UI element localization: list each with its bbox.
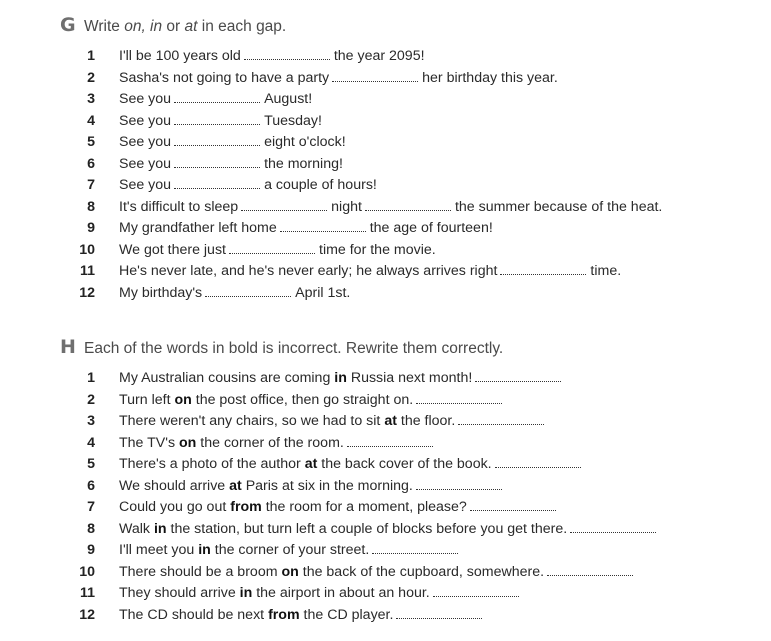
answer-gap[interactable]	[365, 210, 451, 211]
item-text-part: a couple of hours!	[264, 177, 377, 193]
item-number: 4	[87, 434, 95, 451]
exercise-item	[0, 368, 771, 390]
exercise-item	[0, 411, 771, 433]
item-text-part: My birthday's	[119, 284, 203, 301]
item-text-part: her birthday this year.	[422, 69, 558, 86]
answer-gap[interactable]	[241, 210, 327, 211]
exercise-item	[0, 46, 771, 68]
item-text-after: Paris at six in the morning.	[241, 477, 413, 494]
answer-gap[interactable]	[416, 489, 502, 490]
item-text-after: the room for a moment, please?	[261, 499, 467, 515]
item-number: 10	[79, 563, 95, 580]
item-number: 11	[80, 263, 95, 279]
item-text-part: We got there just	[119, 241, 226, 258]
item-text-before: There weren't any chairs, so we had to sit	[119, 413, 385, 429]
item-text-after: the corner of the room.	[196, 434, 344, 451]
item-text-after: the station, but turn left a couple of blocks before you get there.	[166, 520, 568, 537]
incorrect-word: in	[198, 542, 211, 558]
exercise-item	[0, 540, 771, 562]
incorrect-word: on	[174, 391, 192, 408]
incorrect-word: from	[230, 499, 262, 515]
item-number: 12	[79, 284, 95, 301]
answer-gap[interactable]	[396, 618, 482, 619]
answer-gap[interactable]	[280, 231, 366, 232]
item-text-part: See you	[119, 155, 172, 172]
item-text-after: the back cover of the book.	[317, 456, 492, 472]
item-text	[119, 283, 350, 305]
item-number: 4	[87, 112, 95, 129]
item-text	[119, 562, 637, 584]
item-text	[119, 497, 560, 519]
item-text	[119, 240, 436, 262]
answer-gap[interactable]	[174, 167, 260, 168]
exercise-item	[0, 175, 771, 197]
answer-gap[interactable]	[174, 102, 260, 103]
answer-gap[interactable]	[372, 553, 458, 554]
item-text-before: Could you go out	[119, 499, 231, 515]
item-text-part: eight o'clock!	[264, 134, 346, 150]
item-text-part: the age of fourteen!	[369, 220, 493, 236]
answer-gap[interactable]	[458, 424, 544, 425]
answer-gap[interactable]	[174, 124, 260, 125]
item-text	[119, 411, 548, 433]
item-text-before: The TV's	[119, 434, 180, 451]
item-text-part: April 1st.	[295, 284, 351, 301]
answer-gap[interactable]	[332, 81, 418, 82]
answer-gap[interactable]	[500, 274, 586, 275]
item-text-part: See you	[119, 177, 172, 193]
incorrect-word: in	[334, 370, 347, 386]
exercise-h-heading	[60, 336, 503, 358]
exercise-item	[0, 240, 771, 262]
item-text	[119, 132, 346, 154]
item-number: 2	[87, 391, 95, 408]
item-text	[119, 89, 312, 111]
exercise-item	[0, 261, 771, 283]
exercise-item	[0, 111, 771, 133]
answer-gap[interactable]	[174, 145, 260, 146]
item-text	[119, 390, 506, 412]
item-text-part: the morning!	[264, 155, 343, 172]
item-number: 8	[87, 520, 95, 537]
exercise-item	[0, 197, 771, 219]
item-text	[119, 46, 425, 68]
item-number: 3	[87, 91, 95, 107]
incorrect-word: at	[384, 413, 397, 429]
item-number: 2	[87, 69, 95, 86]
exercise-item	[0, 476, 771, 498]
item-text-after: the floor.	[396, 413, 456, 429]
exercise-g-heading	[60, 14, 286, 36]
exercise-item	[0, 562, 771, 584]
item-text-part: See you	[119, 112, 172, 129]
item-number: 7	[87, 499, 95, 515]
item-text	[119, 175, 377, 197]
item-text	[119, 519, 660, 541]
item-text-part: My grandfather left home	[119, 220, 277, 236]
answer-gap[interactable]	[416, 403, 502, 404]
item-number: 12	[79, 606, 95, 623]
item-number: 5	[87, 134, 95, 150]
exercise-item	[0, 433, 771, 455]
item-text-part: Sasha's not going to have a party	[119, 69, 330, 86]
item-text-part: See you	[119, 91, 172, 107]
exercise-item	[0, 283, 771, 305]
exercise-item	[0, 519, 771, 541]
item-text	[119, 540, 462, 562]
item-number: 10	[79, 241, 95, 258]
item-text-part: He's never late, and he's never early; he always arrives right	[119, 263, 498, 279]
answer-gap[interactable]	[475, 381, 561, 382]
item-text-part: the summer because of the heat.	[454, 198, 663, 215]
exercise-item	[0, 132, 771, 154]
item-text-before: They should arrive	[119, 585, 240, 601]
item-number: 5	[87, 456, 95, 472]
item-text	[119, 111, 322, 133]
item-text	[119, 368, 565, 390]
answer-gap[interactable]	[205, 296, 291, 297]
item-text-after: the CD player.	[299, 606, 394, 623]
item-number: 9	[87, 542, 95, 558]
item-text	[119, 261, 621, 283]
exercise-item	[0, 583, 771, 605]
item-text-part: It's difficult to sleep	[119, 198, 239, 215]
exercise-h-list	[0, 368, 771, 626]
exercise-letter: H	[60, 336, 76, 358]
answer-gap[interactable]	[570, 532, 656, 533]
item-text	[119, 433, 437, 455]
item-number: 1	[87, 48, 95, 64]
item-text-after: the post office, then go straight on.	[191, 391, 414, 408]
item-text-part: time for the movie.	[319, 241, 436, 258]
answer-gap[interactable]	[174, 188, 260, 189]
answer-gap[interactable]	[547, 575, 633, 576]
item-text	[119, 583, 523, 605]
item-number: 3	[87, 413, 95, 429]
exercise-g-list	[0, 46, 771, 304]
exercise-item	[0, 89, 771, 111]
item-text	[119, 68, 558, 90]
item-text-before: The CD should be next	[119, 606, 269, 623]
item-text	[119, 154, 343, 176]
answer-gap[interactable]	[470, 510, 556, 511]
item-text-part: Tuesday!	[264, 112, 322, 129]
incorrect-word: at	[304, 456, 318, 472]
incorrect-word: in	[239, 585, 253, 601]
exercise-letter: G	[60, 14, 76, 36]
item-text-after: the airport in about an hour.	[252, 585, 430, 601]
item-text-part: August!	[264, 91, 313, 107]
item-text	[119, 476, 506, 498]
exercise-item	[0, 605, 771, 627]
exercise-instruction: Each of the words in bold is incorrect. Rewrite them correctly.	[84, 340, 504, 357]
item-text	[119, 605, 486, 627]
incorrect-word: on	[281, 563, 299, 580]
item-text	[119, 454, 585, 476]
item-text-part: See you	[119, 134, 172, 150]
exercise-item	[0, 68, 771, 90]
item-text-before: There should be a broom	[119, 563, 282, 580]
exercise-item	[0, 154, 771, 176]
item-number: 11	[80, 585, 95, 601]
item-text-before: Walk	[119, 520, 154, 537]
incorrect-word: at	[229, 477, 242, 494]
item-number: 8	[87, 198, 95, 215]
incorrect-word: from	[268, 606, 300, 623]
item-text-before: We should arrive	[119, 477, 230, 494]
item-text	[119, 197, 662, 219]
item-text-before: My Australian cousins are coming	[119, 370, 335, 386]
item-text-part: I'll be 100 years old	[119, 48, 241, 64]
item-number: 9	[87, 220, 95, 236]
answer-gap[interactable]	[433, 596, 519, 597]
answer-gap[interactable]	[347, 446, 433, 447]
item-text	[119, 218, 493, 240]
item-number: 6	[87, 155, 95, 172]
incorrect-word: on	[179, 434, 197, 451]
answer-gap[interactable]	[495, 467, 581, 468]
item-number: 7	[87, 177, 95, 193]
exercise-item	[0, 497, 771, 519]
item-text-part: the year 2095!	[333, 48, 425, 64]
item-text-before: Turn left	[119, 391, 175, 408]
answer-gap[interactable]	[244, 59, 330, 60]
item-number: 1	[87, 370, 95, 386]
item-text-part: night	[331, 198, 362, 215]
exercise-instruction: Write on, in or at in each gap.	[84, 18, 287, 35]
item-number: 6	[87, 477, 95, 494]
exercise-item	[0, 218, 771, 240]
item-text-after: the back of the cupboard, somewhere.	[298, 563, 545, 580]
answer-gap[interactable]	[229, 253, 315, 254]
exercise-item	[0, 390, 771, 412]
item-text-after: the corner of your street.	[210, 542, 370, 558]
item-text-after: Russia next month!	[346, 370, 473, 386]
item-text-before: There's a photo of the author	[119, 456, 305, 472]
item-text-part: time.	[590, 263, 622, 279]
item-text-before: I'll meet you	[119, 542, 199, 558]
exercise-item	[0, 454, 771, 476]
incorrect-word: in	[153, 520, 167, 537]
